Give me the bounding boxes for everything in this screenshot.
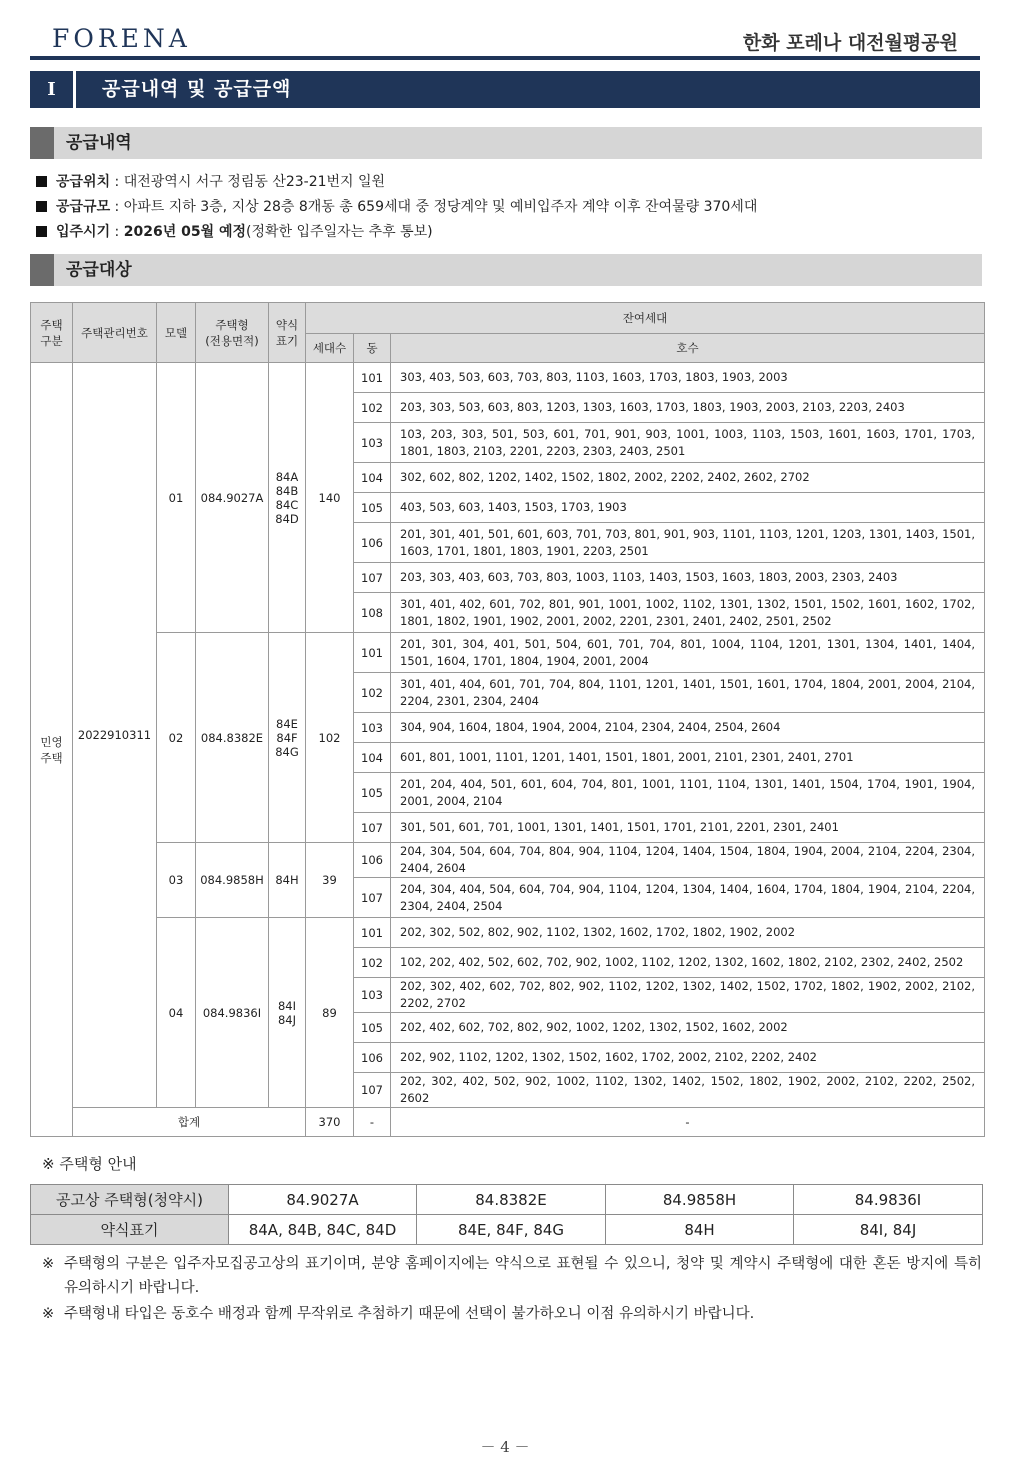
dong-cell: 103 — [354, 423, 391, 463]
info-move-in: 입주시기 : 2026년 05월 예정(정확한 입주일자는 추후 통보) — [36, 221, 433, 241]
house-type-cell: 084.9836I — [196, 918, 269, 1108]
units-cell: 201, 301, 304, 401, 501, 504, 601, 701, 704, 801, 1004, 1104, 1201, 1301, 1304, 1401, 1404, 1501, 1604, 1701, 1804, 1904, 2001, 2004 — [391, 633, 985, 673]
note-random-type: ※ 주택형내 타입은 동호수 배정과 함께 무작위로 추첨하기 때문에 선택이 불가하오니 이점 유의하시기 바랍니다. — [42, 1306, 755, 1322]
section-heading — [30, 71, 980, 108]
table-row — [31, 843, 985, 878]
forena-logo: FORENA — [52, 24, 191, 53]
site-name: 한화 포레나 대전월평공원 — [742, 32, 958, 54]
table-header-row — [31, 303, 985, 334]
total-label-cell: 합계 — [73, 1108, 306, 1137]
dong-cell: 107 — [354, 813, 391, 843]
units-cell: 304, 904, 1604, 1804, 1904, 2004, 2104, 2304, 2404, 2504, 2604 — [391, 713, 985, 743]
household-count-cell: 89 — [306, 918, 354, 1108]
units-cell: 204, 304, 404, 504, 604, 704, 904, 1104, 1204, 1304, 1404, 1604, 1704, 1804, 1904, 2104, 2204, 2304, 2404, 2504 — [391, 878, 985, 918]
supply-table — [30, 302, 985, 1137]
header-households: 세대수 — [306, 334, 354, 363]
model-cell: 04 — [157, 918, 196, 1108]
units-cell: 102, 202, 402, 502, 602, 702, 902, 1002, 1102, 1202, 1302, 1602, 1802, 2102, 2302, 2402, 2502 — [391, 948, 985, 978]
section-title: 공급내역 및 공급금액 — [102, 78, 292, 100]
dong-cell: 101 — [354, 633, 391, 673]
subsection-marker — [30, 254, 54, 286]
abbreviation-cell: 84E 84F 84G — [269, 633, 306, 843]
bullet-square-icon — [36, 226, 47, 237]
model-cell: 01 — [157, 363, 196, 633]
guide-type: 84.9858H — [606, 1185, 794, 1215]
dong-cell: 102 — [354, 673, 391, 713]
bullet-square-icon — [36, 201, 47, 212]
dong-cell: 106 — [354, 843, 391, 878]
household-count-cell: 102 — [306, 633, 354, 843]
header-abbreviation: 약식 표기 — [269, 303, 306, 363]
dong-cell: 102 — [354, 393, 391, 423]
house-type-cell: 084.9858H — [196, 843, 269, 918]
units-cell: 201, 204, 404, 501, 601, 604, 704, 801, 1001, 1101, 1104, 1301, 1401, 1504, 1704, 1901, 1904, 2001, 2004, 2104 — [391, 773, 985, 813]
header-model: 모델 — [157, 303, 196, 363]
units-cell: 301, 401, 402, 601, 702, 801, 901, 1001, 1002, 1102, 1301, 1302, 1501, 1502, 1601, 1602, 1702, 1801, 1802, 1901, 1902, 2001, 2002, 2201, 2301, 2401, 2402, 2501, 2502 — [391, 593, 985, 633]
page-number: － 4 － — [480, 1438, 530, 1456]
dong-cell: 105 — [354, 1013, 391, 1043]
guide-type: 84.8382E — [417, 1185, 606, 1215]
total-row — [31, 1108, 985, 1137]
house-category-cell: 민영 주택 — [31, 363, 73, 1137]
dong-cell: 104 — [354, 743, 391, 773]
units-cell: 202, 302, 402, 502, 902, 1002, 1102, 1302, 1402, 1502, 1802, 1902, 2002, 2102, 2202, 2502, 2602 — [391, 1073, 985, 1108]
subsection-title: 공급대상 — [66, 260, 132, 280]
header-rule — [30, 56, 980, 60]
dong-cell: 104 — [354, 463, 391, 493]
header-remaining: 잔여세대 — [306, 303, 985, 334]
dong-cell: 103 — [354, 978, 391, 1013]
total-units-cell: - — [391, 1108, 985, 1137]
units-cell: 301, 501, 601, 701, 1001, 1301, 1401, 1501, 1701, 2101, 2201, 2301, 2401 — [391, 813, 985, 843]
units-cell: 204, 304, 504, 604, 704, 804, 904, 1104, 1204, 1404, 1504, 1804, 1904, 2004, 2104, 2204, 2304, 2404, 2604 — [391, 843, 985, 878]
subsection-marker — [30, 127, 54, 159]
dong-cell: 101 — [354, 363, 391, 393]
units-cell: 301, 401, 404, 601, 701, 704, 804, 1101, 1201, 1401, 1501, 1601, 1704, 1804, 2001, 2004, 2104, 2204, 2301, 2304, 2404 — [391, 673, 985, 713]
dong-cell: 107 — [354, 563, 391, 593]
guide-row-types — [31, 1185, 983, 1215]
abbreviation-cell: 84A 84B 84C 84D — [269, 363, 306, 633]
units-cell: 203, 303, 403, 603, 703, 803, 1003, 1103, 1403, 1503, 1603, 1803, 2003, 2303, 2403 — [391, 563, 985, 593]
section-number: I — [30, 71, 76, 108]
total-count-cell: 370 — [306, 1108, 354, 1137]
units-cell: 203, 303, 503, 603, 803, 1203, 1303, 1603, 1703, 1803, 1903, 2003, 2103, 2203, 2403 — [391, 393, 985, 423]
guide-type: 84.9836I — [794, 1185, 983, 1215]
abbreviation-cell: 84H — [269, 843, 306, 918]
table-row — [31, 633, 985, 673]
dong-cell: 105 — [354, 773, 391, 813]
table-row — [31, 363, 985, 393]
guide-row-abbr — [31, 1215, 983, 1245]
header-house-type: 주택형 (전용면적) — [196, 303, 269, 363]
house-type-guide-label: ※ 주택형 안내 — [42, 1155, 137, 1173]
abbreviation-cell: 84I 84J — [269, 918, 306, 1108]
guide-type: 84.9027A — [229, 1185, 417, 1215]
dong-cell: 102 — [354, 948, 391, 978]
guide-header-types: 공고상 주택형(청약시) — [31, 1185, 229, 1215]
subsection-title: 공급내역 — [66, 133, 132, 153]
units-cell: 202, 402, 602, 702, 802, 902, 1002, 1202, 1302, 1502, 1602, 2002 — [391, 1013, 985, 1043]
note-house-type: ※ 주택형의 구분은 입주자모집공고상의 표기이며, 분양 홈페이지에는 약식으로 표현될 수 있으니, 청약 및 계약시 주택형에 대한 혼돈 방지에 특히 유의하시기 바랍니다. — [42, 1256, 982, 1296]
house-type-cell: 084.8382E — [196, 633, 269, 843]
units-cell: 601, 801, 1001, 1101, 1201, 1401, 1501, 1801, 2001, 2101, 2301, 2401, 2701 — [391, 743, 985, 773]
model-cell: 03 — [157, 843, 196, 918]
dong-cell: 103 — [354, 713, 391, 743]
dong-cell: 107 — [354, 1073, 391, 1108]
guide-abbr: 84E, 84F, 84G — [417, 1215, 606, 1245]
guide-abbr: 84I, 84J — [794, 1215, 983, 1245]
units-cell: 302, 602, 802, 1202, 1402, 1502, 1802, 2002, 2202, 2402, 2602, 2702 — [391, 463, 985, 493]
header-house-division: 주택 구분 — [31, 303, 73, 363]
header-dong: 동 — [354, 334, 391, 363]
dong-cell: 101 — [354, 918, 391, 948]
subsection-supply-target — [30, 254, 982, 286]
header-units: 호수 — [391, 334, 985, 363]
model-cell: 02 — [157, 633, 196, 843]
total-dong-cell: - — [354, 1108, 391, 1137]
units-cell: 103, 203, 303, 501, 503, 601, 701, 901, 903, 1001, 1003, 1103, 1503, 1601, 1603, 1701, 1703, 1801, 1803, 2103, 2201, 2203, 2303, 2403, 2501 — [391, 423, 985, 463]
dong-cell: 105 — [354, 493, 391, 523]
table-row — [31, 918, 985, 948]
info-scale: 공급규모 : 아파트 지하 3층, 지상 28층 8개동 총 659세대 중 정당계약 및 예비입주자 계약 이후 잔여물량 370세대 — [36, 196, 757, 216]
dong-cell: 106 — [354, 1043, 391, 1073]
house-type-guide-table — [30, 1184, 983, 1245]
header-management-number: 주택관리번호 — [73, 303, 157, 363]
guide-abbr: 84A, 84B, 84C, 84D — [229, 1215, 417, 1245]
household-count-cell: 140 — [306, 363, 354, 633]
info-location: 공급위치 : 대전광역시 서구 정림동 산23-21번지 일원 — [36, 171, 385, 191]
guide-header-abbr: 약식표기 — [31, 1215, 229, 1245]
management-number-cell: 2022910311 — [73, 363, 157, 1108]
guide-abbr: 84H — [606, 1215, 794, 1245]
units-cell: 202, 902, 1102, 1202, 1302, 1502, 1602, 1702, 2002, 2102, 2202, 2402 — [391, 1043, 985, 1073]
units-cell: 303, 403, 503, 603, 703, 803, 1103, 1603, 1703, 1803, 1903, 2003 — [391, 363, 985, 393]
house-type-cell: 084.9027A — [196, 363, 269, 633]
dong-cell: 106 — [354, 523, 391, 563]
units-cell: 202, 302, 402, 602, 702, 802, 902, 1102, 1202, 1302, 1402, 1502, 1702, 1802, 1902, 2002, 2102, 2202, 2702 — [391, 978, 985, 1013]
units-cell: 403, 503, 603, 1403, 1503, 1703, 1903 — [391, 493, 985, 523]
dong-cell: 107 — [354, 878, 391, 918]
subsection-supply-details — [30, 127, 982, 159]
units-cell: 201, 301, 401, 501, 601, 603, 701, 703, 801, 901, 903, 1101, 1103, 1201, 1203, 1301, 1403, 1501, 1603, 1701, 1801, 1803, 1901, 2203, 2501 — [391, 523, 985, 563]
bullet-square-icon — [36, 176, 47, 187]
dong-cell: 108 — [354, 593, 391, 633]
units-cell: 202, 302, 502, 802, 902, 1102, 1302, 1602, 1702, 1802, 1902, 2002 — [391, 918, 985, 948]
household-count-cell: 39 — [306, 843, 354, 918]
